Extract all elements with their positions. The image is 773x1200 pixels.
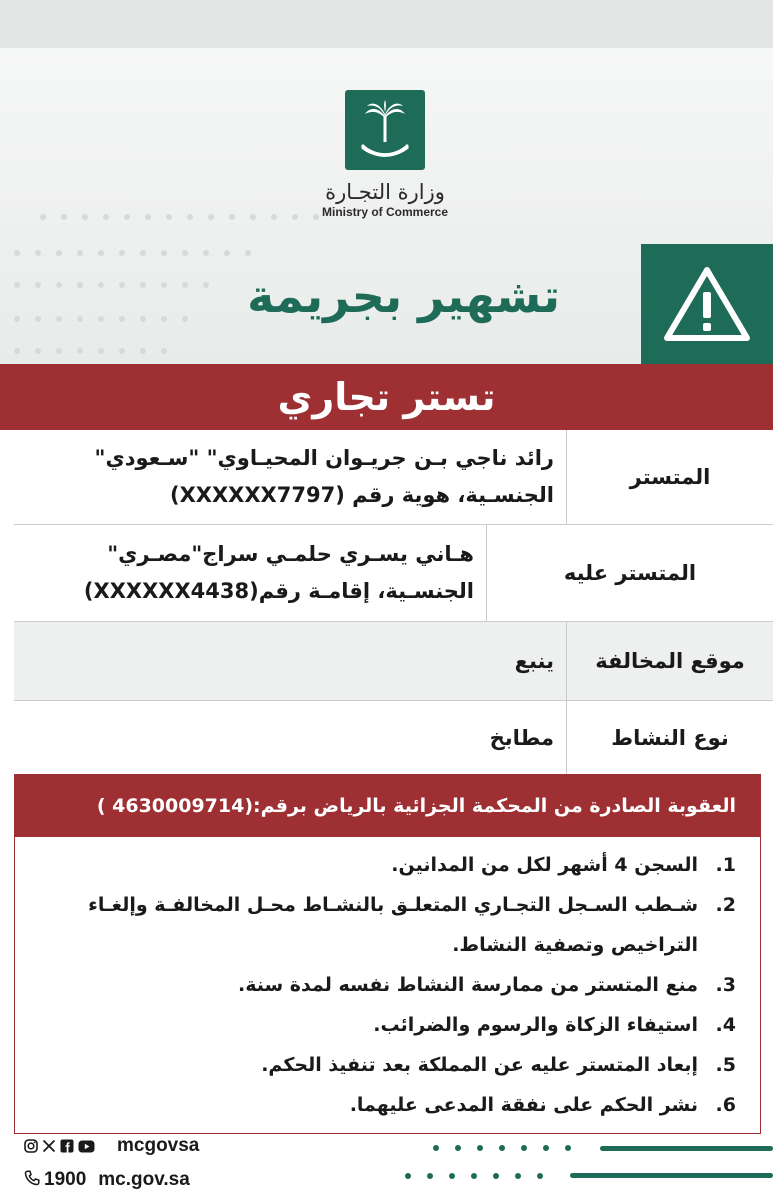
contact-line bbox=[24, 1166, 199, 1194]
table-row bbox=[14, 430, 773, 525]
table-row bbox=[14, 525, 773, 622]
table-row bbox=[14, 622, 773, 701]
row-label: نوع النشاط bbox=[566, 701, 773, 775]
social-icons bbox=[24, 1139, 95, 1153]
footer-decoration bbox=[400, 1140, 773, 1190]
warning-triangle-icon bbox=[661, 264, 753, 344]
list-item: 6. نشر الحكم على نفقة المدعى عليهما. bbox=[349, 1094, 736, 1116]
row-value: هـاني يسـري حلمـي سراج"مصـري" الجنسـية، إقامـة رقم(XXXXXX4438) bbox=[83, 542, 474, 603]
ministry-name-arabic: وزارة التجـارة bbox=[325, 180, 445, 204]
decorative-dots bbox=[40, 214, 319, 220]
row-label: المتستر عليه bbox=[486, 525, 773, 621]
decorative-dots bbox=[14, 316, 188, 322]
row-value: مطابخ bbox=[489, 725, 554, 750]
x-icon[interactable] bbox=[42, 1139, 56, 1153]
penalty-heading: العقوبة الصادرة من المحكمة الجزائية بالرياض برقم:(4630009714 ) bbox=[15, 775, 760, 837]
row-label: موقع المخالفة bbox=[566, 622, 773, 700]
top-strip bbox=[0, 0, 773, 48]
website-link[interactable]: mc.gov.sa bbox=[98, 1169, 190, 1190]
row-label: المتستر bbox=[566, 430, 773, 524]
social-line bbox=[24, 1132, 199, 1160]
palm-swords-emblem-icon bbox=[345, 90, 425, 170]
penalty-box bbox=[14, 774, 761, 1134]
list-item: 4. استيفاء الزكاة والرسوم والضرائب. bbox=[373, 1014, 736, 1036]
list-item: 1. السجن 4 أشهر لكل من المدانين. bbox=[391, 854, 736, 876]
list-item: 5. إبعاد المتستر عليه عن المملكة بعد تنفيذ الحكم. bbox=[261, 1054, 736, 1076]
warning-badge bbox=[641, 244, 773, 364]
penalty-list bbox=[15, 837, 760, 1133]
row-value: ينبع bbox=[514, 648, 554, 673]
decorative-dots bbox=[14, 250, 251, 256]
table-row bbox=[14, 701, 773, 775]
footer bbox=[24, 1132, 199, 1194]
crime-type-banner: تستر تجاري bbox=[0, 364, 773, 430]
youtube-icon[interactable] bbox=[78, 1140, 95, 1153]
social-handle[interactable]: mcgovsa bbox=[117, 1135, 200, 1156]
ministry-logo bbox=[300, 90, 470, 220]
list-item: 3. منع المتستر من ممارسة النشاط نفسه لمدة سنة. bbox=[237, 974, 736, 996]
row-value: رائد ناجي بـن جريـوان المحيـاوي" "سـعودي" الجنسـية، هوية رقم (XXXXXX7797) bbox=[94, 446, 554, 507]
decorative-dots bbox=[14, 348, 167, 354]
ministry-name-english: Ministry of Commerce bbox=[321, 205, 449, 219]
list-item: 2. شـطب السـجل التجـاري المتعلـق بالنشـاط محـل المخالفـة وإلغـاء التراخيص وتصفية النشاط. bbox=[88, 894, 736, 956]
instagram-icon[interactable] bbox=[24, 1139, 38, 1153]
phone-icon bbox=[24, 1170, 40, 1190]
facebook-icon[interactable] bbox=[60, 1139, 74, 1153]
page-title: تشهير بجريمة bbox=[247, 269, 560, 323]
details-table bbox=[14, 430, 773, 775]
phone-number[interactable]: 1900 bbox=[44, 1169, 87, 1190]
